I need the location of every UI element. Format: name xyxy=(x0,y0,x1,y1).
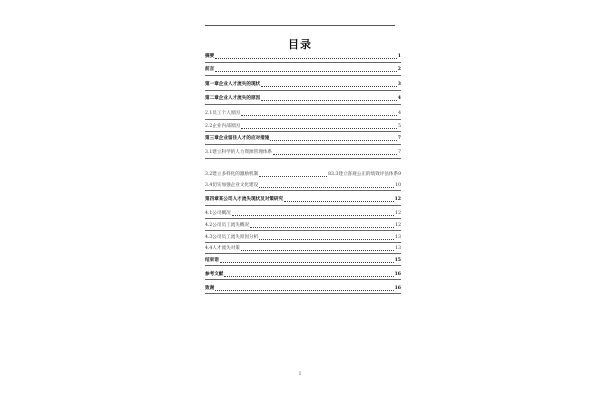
toc-leader-dots xyxy=(215,58,397,59)
toc-entry[interactable] xyxy=(205,246,401,252)
toc-divider xyxy=(205,131,401,132)
toc-entry[interactable] xyxy=(205,124,401,130)
toc-divider xyxy=(205,119,401,120)
toc-entry-label: 摘要 xyxy=(205,54,215,59)
toc-divider xyxy=(205,293,401,294)
page-number: I xyxy=(299,372,301,377)
toc-divider xyxy=(205,90,401,91)
toc-leader-dots xyxy=(215,290,393,291)
toc-entry-page: 2 xyxy=(397,67,401,72)
toc-entry[interactable] xyxy=(205,183,401,189)
toc-entry-label: 3.2建立多样化的激励机制 xyxy=(205,172,259,177)
toc-entry-page: 83.3建立客观公正的绩效评估体系9 xyxy=(328,172,401,177)
toc-entry[interactable] xyxy=(205,136,401,142)
toc-entry-page: 13 xyxy=(395,246,401,251)
toc-entry-page: 5 xyxy=(398,124,401,129)
toc-entry-label: 2.2企业内部原因 xyxy=(205,124,240,129)
toc-entry[interactable] xyxy=(205,150,401,156)
toc-entry-label: 4.1公司概况 xyxy=(205,211,231,216)
toc-entry-label: 3.4切实加强企业文化建设 xyxy=(205,183,259,188)
toc-entry-page: 7 xyxy=(397,136,401,141)
toc-entry-page: 12 xyxy=(395,223,401,228)
toc-divider xyxy=(205,144,401,145)
toc-leader-dots xyxy=(273,154,397,155)
page-title: 目录 xyxy=(288,38,312,51)
header-rule xyxy=(205,25,395,26)
toc-entry[interactable] xyxy=(205,67,401,73)
toc-leader-dots xyxy=(220,262,394,263)
toc-divider xyxy=(205,218,401,219)
toc-entry-page: 4 xyxy=(398,111,401,116)
toc-leader-dots xyxy=(224,276,393,277)
toc-entry-label: 第三章企业留住人才的应对措施 xyxy=(205,136,270,141)
toc-leader-dots xyxy=(284,201,393,202)
toc-entry-page: 16 xyxy=(394,272,401,277)
toc-entry[interactable] xyxy=(205,286,401,292)
toc-entry-label: 第二章企业人才流失的原因 xyxy=(205,96,261,101)
toc-leader-dots xyxy=(261,86,397,87)
toc-entry[interactable] xyxy=(205,272,401,278)
toc-divider xyxy=(205,62,401,63)
toc-leader-dots xyxy=(215,71,397,72)
toc-entry-page: 16 xyxy=(394,286,401,291)
toc-entry[interactable] xyxy=(205,211,401,217)
toc-divider xyxy=(205,75,401,76)
toc-entry[interactable] xyxy=(205,235,401,241)
toc-divider xyxy=(205,158,401,159)
toc-entry[interactable] xyxy=(205,197,401,203)
toc-divider xyxy=(205,242,401,243)
toc-entry[interactable] xyxy=(205,223,401,229)
toc-entry-page: 7 xyxy=(398,150,401,155)
toc-divider xyxy=(205,279,401,280)
toc-divider xyxy=(205,104,401,105)
toc-divider xyxy=(205,205,401,206)
toc-divider xyxy=(205,230,401,231)
toc-leader-dots xyxy=(250,227,394,228)
toc-entry-page: 10 xyxy=(395,183,401,188)
toc-entry-page: 12 xyxy=(395,211,401,216)
toc-entry-label: 前言 xyxy=(205,67,215,72)
toc-leader-dots xyxy=(259,187,394,188)
toc-entry[interactable] xyxy=(205,172,401,178)
toc-leader-dots xyxy=(232,215,394,216)
toc-leader-dots xyxy=(241,128,397,129)
toc-entry[interactable] xyxy=(205,96,401,102)
toc-leader-dots xyxy=(259,239,394,240)
toc-entry[interactable] xyxy=(205,258,401,264)
toc-divider xyxy=(205,253,401,254)
toc-leader-dots xyxy=(241,250,394,251)
toc-leader-dots xyxy=(261,100,397,101)
toc-entry-page: 12 xyxy=(394,197,401,202)
toc-entry-label: 参考文献 xyxy=(205,272,224,277)
toc-entry-label: 致谢 xyxy=(205,286,215,291)
toc-entry-label: 4.4人才流失对策 xyxy=(205,246,240,251)
toc-entry[interactable] xyxy=(205,111,401,117)
toc-entry-label: 2.1员工个人原因 xyxy=(205,111,240,116)
toc-entry-label: 结束语 xyxy=(205,258,219,263)
toc-leader-dots xyxy=(241,115,397,116)
toc-entry[interactable] xyxy=(205,82,401,88)
toc-entry-page: 1 xyxy=(397,54,401,59)
toc-divider xyxy=(205,190,401,191)
toc-entry-page: 15 xyxy=(394,258,401,263)
toc-entry-label: 4.3公司员工流失原因分析 xyxy=(205,235,259,240)
toc-entry-label: 第四章某公司人才流失现状及对策研究 xyxy=(205,197,284,202)
toc-entry-label: 第一章企业人才流失的现状 xyxy=(205,82,261,87)
toc-leader-dots xyxy=(270,140,396,141)
toc-leader-dots xyxy=(259,176,327,177)
toc-entry-page: 3 xyxy=(397,82,401,87)
toc-entry-label: 3.1建立科学的人力资源管理体系 xyxy=(205,150,273,155)
toc-entry-label: 4.2公司员工流失概况 xyxy=(205,223,250,228)
toc-entry-page: 4 xyxy=(397,96,401,101)
toc-divider xyxy=(205,265,401,266)
toc-entry-page: 13 xyxy=(395,235,401,240)
toc-entry[interactable] xyxy=(205,54,401,60)
